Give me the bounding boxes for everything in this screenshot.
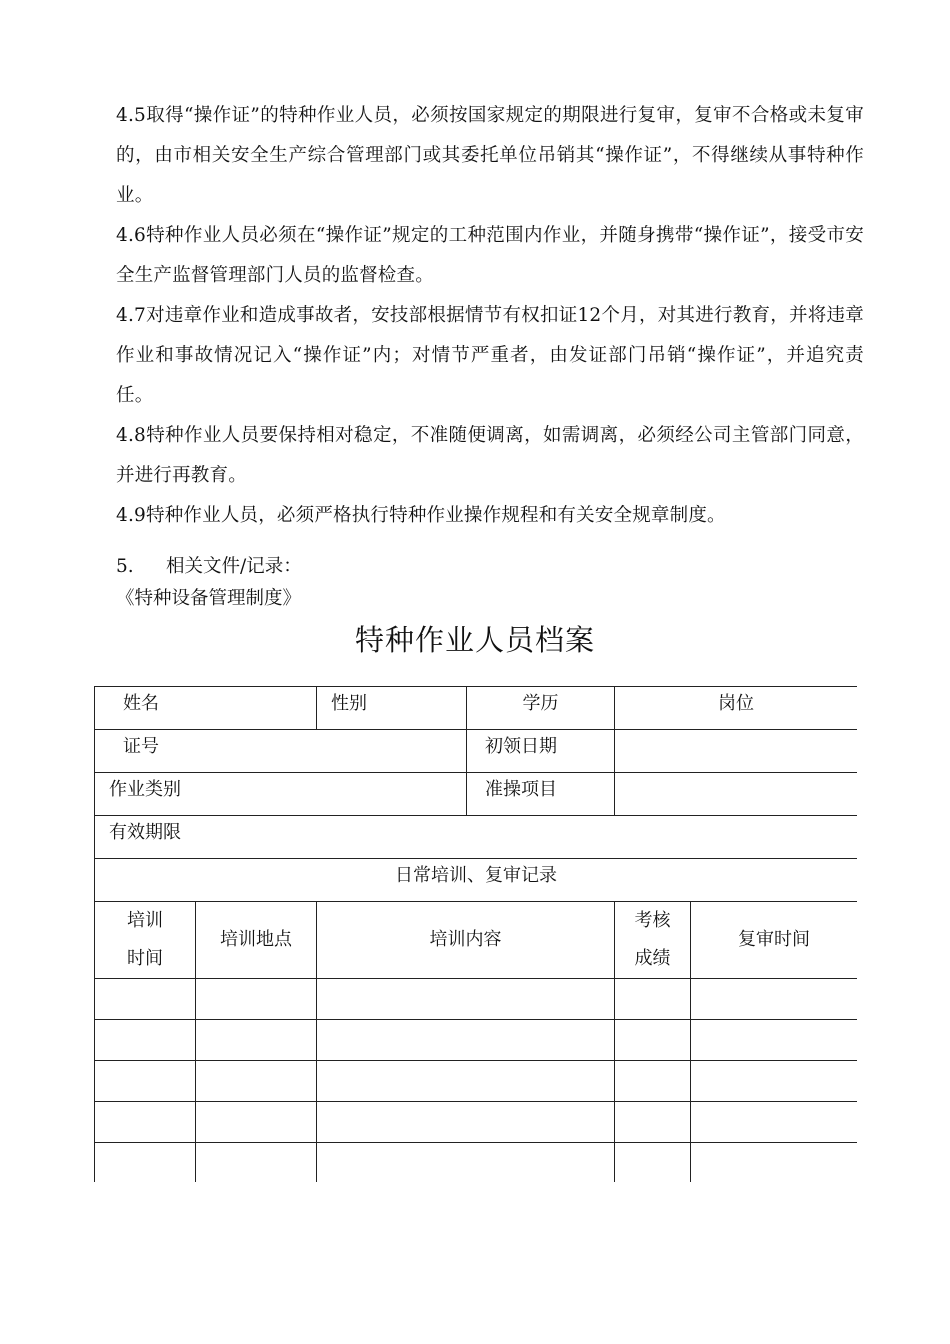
- column-train-content: 培训内容: [317, 902, 615, 979]
- gender-label: 性别: [317, 687, 467, 730]
- section-5-heading: [116, 552, 302, 578]
- paragraph-4-7: 4.7对违章作业和造成事故者，安技部根据情节有权扣证12个月，对其进行教育，并将违章作业和事故情况记入“操作证”内；对情节严重者，由发证部门吊销“操作证”，并追究责任。: [116, 305, 864, 406]
- table-row: [95, 687, 858, 730]
- archive-table: [94, 686, 857, 1182]
- paragraph-4-9: 4.9特种作业人员，必须严格执行特种作业操作规程和有关安全规章制度。: [116, 505, 726, 526]
- column-score-line1: 考核: [634, 910, 671, 931]
- section-number: 5.: [116, 556, 134, 577]
- records-header-row: [95, 902, 858, 979]
- position-label: 岗位: [615, 687, 858, 730]
- table-row: [95, 1143, 858, 1183]
- table-row: [95, 1061, 858, 1102]
- column-score: [615, 902, 691, 979]
- column-train-location: 培训地点: [196, 902, 317, 979]
- education-label: 学历: [467, 687, 615, 730]
- column-train-time-line1: 培训: [127, 910, 163, 931]
- paragraph-4-5: 4.5取得“操作证”的特种作业人员，必须按国家规定的期限进行复审，复审不合格或未复审的，由市相关安全生产综合管理部门或其委托单位吊销其“操作证”，不得继续从事特种作业。: [116, 105, 864, 206]
- personnel-archive-form: [94, 686, 857, 1182]
- job-type-label: 作业类别: [95, 773, 467, 816]
- first-issue-date-label: 初领日期: [467, 730, 615, 773]
- table-row: [95, 979, 858, 1020]
- column-train-time: [95, 902, 196, 979]
- paragraph-4-6: 4.6特种作业人员必须在“操作证”规定的工种范围内作业，并随身携带“操作证”，接受市安全生产监督管理部门人员的监督检查。: [116, 225, 864, 286]
- permitted-item-value: [615, 773, 858, 816]
- section-title: 相关文件/记录：: [166, 556, 302, 577]
- table-row: [95, 1102, 858, 1143]
- first-issue-date-value: [615, 730, 858, 773]
- column-score-line2: 成绩: [634, 948, 671, 969]
- table-row: [95, 859, 858, 902]
- paragraph-4-8: 4.8特种作业人员要保持相对稳定，不准随便调离，如需调离，必须经公司主管部门同意，并进行再教育。: [116, 425, 864, 486]
- cert-number-label: 证号: [95, 730, 467, 773]
- table-row: [95, 816, 858, 859]
- permitted-item-label: 准操项目: [467, 773, 615, 816]
- table-row: [95, 730, 858, 773]
- reference-document: 《特种设备管理制度》: [116, 588, 302, 609]
- column-review-time: 复审时间: [691, 902, 858, 979]
- name-label: 姓名: [95, 687, 317, 730]
- records-heading: 日常培训、复审记录: [95, 859, 858, 902]
- validity-period-label: 有效期限: [95, 816, 858, 859]
- form-title: 特种作业人员档案: [354, 623, 595, 657]
- table-row: [95, 1020, 858, 1061]
- table-row: [95, 773, 858, 816]
- column-train-time-line2: 时间: [127, 948, 163, 969]
